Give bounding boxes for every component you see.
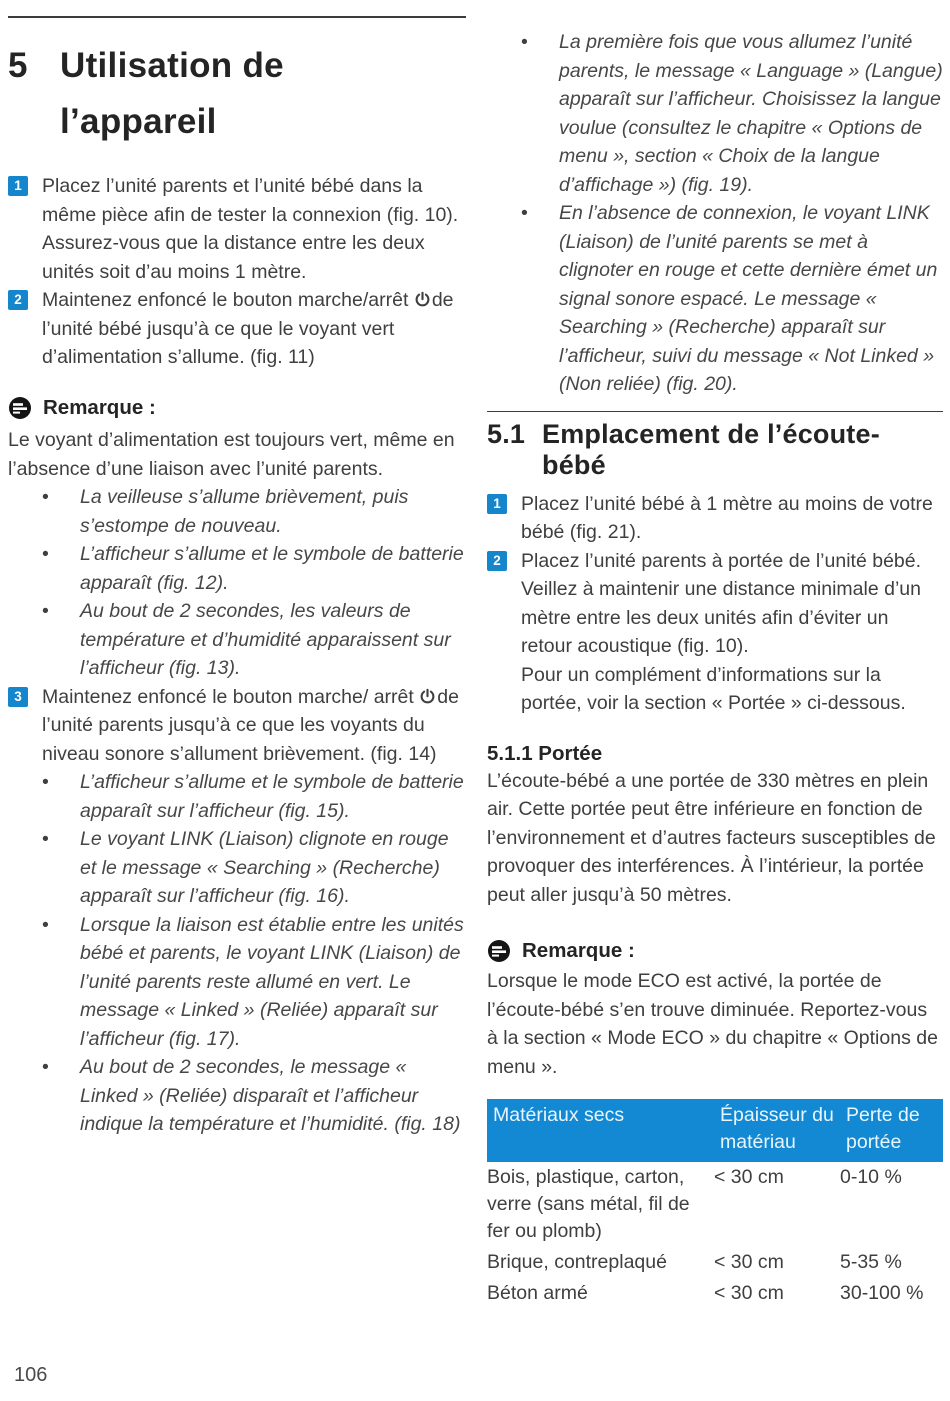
step-2-extra: Pour un complément d’informations sur la portée, voir la section « Portée » ci-dessous. [521, 663, 906, 714]
left-column [8, 0, 466, 1139]
note-block-2 [487, 939, 943, 1081]
section-5-1-1-heading: 5.1.1 Portée [487, 741, 603, 765]
bullet-marker: • [521, 31, 528, 53]
right-column [487, 0, 943, 1309]
step-number-badge: 1 [8, 176, 28, 196]
note-block-1 [8, 394, 466, 683]
section-number: 5.1 [487, 418, 526, 449]
list-item: • L’afficheur s’allume et le symbole de batterie apparaît sur l’afficheur (fig. 15). [8, 768, 466, 825]
column-header: Épaisseur du matériau [714, 1099, 840, 1162]
step-number-badge: 1 [487, 494, 507, 514]
list-item: • L’afficheur s’allume et le symbole de batterie apparaît (fig. 12). [8, 540, 466, 597]
note-icon [487, 939, 511, 963]
page-number: 106 [14, 1364, 48, 1386]
column-header: Matériaux secs [487, 1099, 714, 1162]
chapter-heading [8, 38, 466, 150]
step-2-text: Maintenez enfoncé le bouton marche/arrêt de l’unité bébé jusqu’à ce que le voyant vert d’alimentation s’allume. (fig. 11) [42, 289, 454, 368]
chapter-number: 5 [8, 46, 28, 85]
list-item: • La première fois que vous allumez l’unité parents, le message « Language » (Langue) apparaît sur l’afficheur. Choisissez la langue voulue (consultez le chapitre « Options de menu », section « Choix de la langue d’affichage ») (fig. 19). [487, 28, 943, 199]
step-1 [8, 172, 466, 286]
bullet-marker: • [42, 913, 49, 936]
list-item: • Lorsque la liaison est établie entre les unités bébé et parents, le voyant LINK (Liaison) de l’unité parents reste allumé en vert. Le message « Linked » (Reliée) apparaît sur l’afficheur (fig. 17). [8, 911, 466, 1054]
bullet-marker: • [42, 771, 49, 793]
list-item: • Au bout de 2 secondes, les valeurs de température et d’humidité apparaissent sur l’afficheur (fig. 13). [8, 597, 466, 683]
step-2: 2 Placez l’unité parents à portée de l’unité bébé. Veillez à maintenir une distance minimale d’un mètre entre les deux unités afin d’éviter un retour acoustique (fig. 10). Pour un complément d’informations sur la portée, voir la section « Portée » ci-dessous. [487, 547, 943, 718]
column-header: Perte de portée [840, 1099, 943, 1162]
bullet-marker: • [521, 202, 528, 224]
range-loss-table [487, 1099, 943, 1309]
table-header-row [487, 1099, 943, 1162]
list-item: • Le voyant LINK (Liaison) clignote en rouge et le message « Searching » (Recherche) apparaît sur l’afficheur (fig. 16). [8, 825, 466, 911]
step-number-badge: 3 [8, 687, 28, 707]
note-body: Le voyant d’alimentation est toujours vert, même en l’absence d’une liaison avec l’unité parents. [8, 429, 455, 480]
table-row: Brique, contreplaqué < 30 cm 5-35 % [487, 1251, 902, 1273]
top-rule [8, 16, 466, 18]
bullet-marker: • [42, 486, 49, 508]
list-item: • Au bout de 2 secondes, le message « Linked » (Reliée) disparaît et l’afficheur indique la température et l’humidité. (fig. 18) [8, 1053, 466, 1139]
list-item: • La veilleuse s’allume brièvement, puis s’estompe de nouveau. [8, 483, 466, 540]
section-5-1-heading [487, 419, 943, 481]
section-rule [487, 411, 943, 412]
note-label: Remarque : [522, 939, 635, 962]
bullet-marker: • [42, 543, 49, 565]
step-1: 1 Placez l’unité bébé à 1 mètre au moins de votre bébé (fig. 21). [487, 490, 943, 547]
chapter5-steps [8, 172, 466, 1139]
step-number-badge: 2 [487, 551, 507, 571]
section-5-1-steps [487, 490, 943, 718]
note-body: Lorsque le mode ECO est activé, la portée de l’écoute-bébé s’en trouve diminuée. Reportez-vous à la section « Mode ECO » du chapitre « Options de menu ». [487, 970, 938, 1078]
power-icon [419, 688, 436, 705]
bullet-marker: • [42, 1056, 49, 1078]
section-5-1-1-body: L’écoute-bébé a une portée de 330 mètres en plein air. Cette portée peut être inférieure en fonction de l’environnement et d’autres facteurs susceptibles de provoquer des interférences. À l’intérieur, la portée peut aller jusqu’à 50 mètres. [487, 769, 936, 906]
bullet-marker: • [42, 828, 49, 850]
section-title-text: Emplacement de l’écoute- bébé [542, 418, 880, 480]
table-row: Béton armé < 30 cm 30-100 % [487, 1282, 924, 1304]
step-3-text: Maintenez enfoncé le bouton marche/ arrêt de l’unité parents jusqu’à ce que les voyants du niveau sonore s’allument brièvement. (fig. 14) [42, 685, 459, 765]
note-icon [8, 396, 32, 420]
chapter-title-text: Utilisation de l’appareil [60, 46, 284, 141]
step-2 [8, 286, 466, 372]
note-heading [8, 394, 466, 423]
continuation-bullets [487, 28, 943, 399]
step-1-text: Placez l’unité parents et l’unité bébé dans la même pièce afin de tester la connexion (fig. 10). [42, 175, 459, 226]
note-heading [487, 939, 943, 963]
table-row: Bois, plastique, carton, verre (sans métal, fil de fer ou plomb) < 30 cm 0-10 % [487, 1166, 902, 1242]
bullet-marker: • [42, 600, 49, 622]
step-number-badge: 2 [8, 290, 28, 310]
list-item: • En l’absence de connexion, le voyant LINK (Liaison) de l’unité parents se met à clignoter en rouge et cette dernière émet un signal sonore espacé. Le message « Searching » (Recherche) apparaît sur l’afficheur, suivi du message « Not Linked » (Non reliée) (fig. 20). [487, 199, 943, 399]
step-1-text2: Assurez-vous que la distance entre les deux unités soit d’au moins 1 mètre. [42, 232, 425, 283]
note-label: Remarque : [43, 395, 156, 419]
step-3 [8, 683, 466, 769]
power-icon [414, 291, 431, 308]
